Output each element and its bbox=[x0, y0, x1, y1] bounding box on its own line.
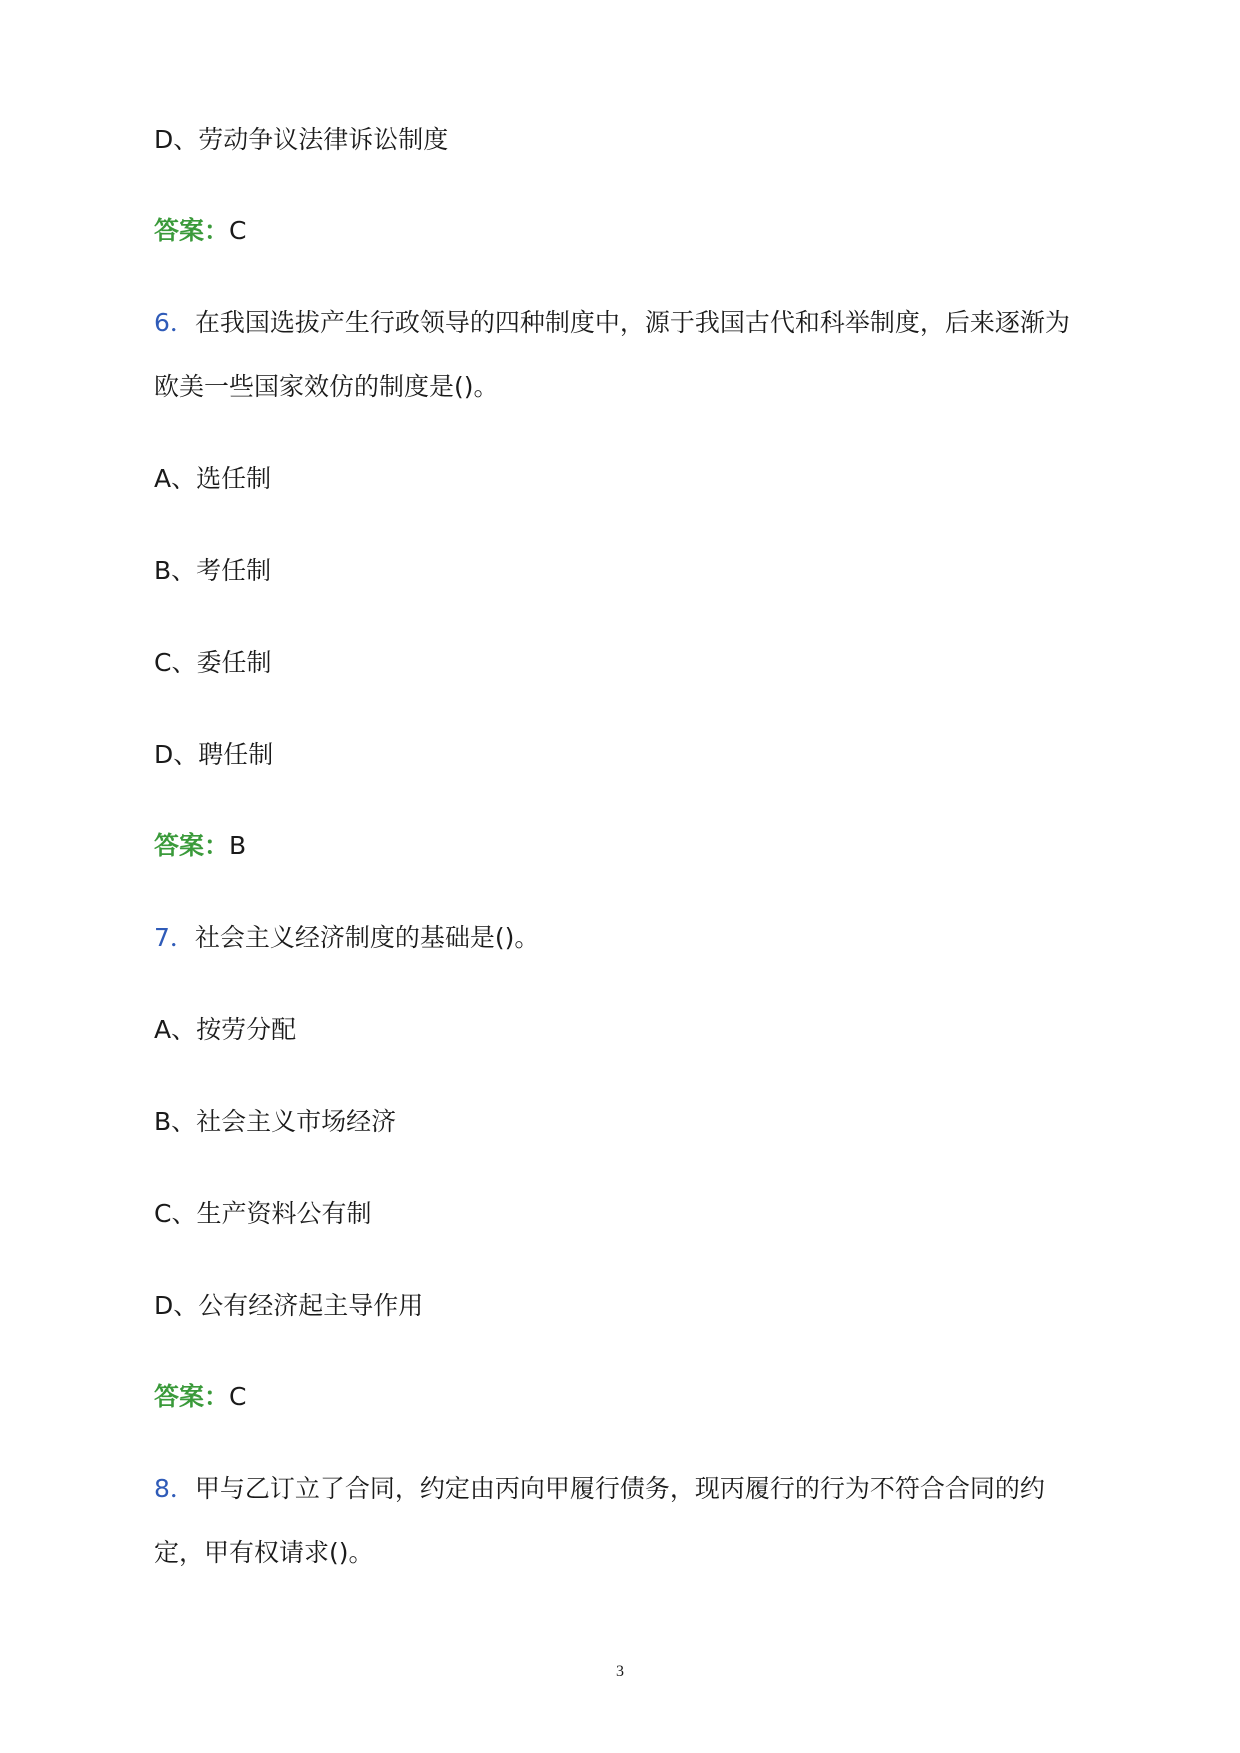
question-8-line-2: 定，甲有权请求()。 bbox=[154, 1538, 374, 1567]
question-number: 8 bbox=[154, 1474, 170, 1503]
question-6-option-d: D、聘任制 bbox=[154, 740, 274, 769]
question-8-line-1 bbox=[154, 1473, 1045, 1505]
question-6-line-2: 欧美一些国家效仿的制度是()。 bbox=[154, 372, 499, 401]
question-6-option-a: A、选任制 bbox=[154, 464, 272, 493]
answer-value: C bbox=[229, 1382, 247, 1411]
question-6-line-1 bbox=[154, 307, 1070, 339]
prev-answer bbox=[154, 215, 246, 247]
question-separator: ． bbox=[169, 1474, 195, 1503]
question-text: 甲与乙订立了合同，约定由丙向甲履行债务，现丙履行的行为不符合合同的约 bbox=[194, 1474, 1045, 1503]
answer-value: C bbox=[229, 216, 247, 245]
question-number: 6 bbox=[154, 308, 170, 337]
question-separator: ． bbox=[169, 923, 195, 952]
question-7-line-1 bbox=[154, 922, 539, 954]
prev-option-d: D、劳动争议法律诉讼制度 bbox=[154, 125, 449, 154]
question-text: 在我国选拔产生行政领导的四种制度中，源于我国古代和科举制度，后来逐渐为 bbox=[194, 308, 1070, 337]
question-6-option-c: C、委任制 bbox=[154, 648, 272, 677]
answer-label: 答案： bbox=[154, 216, 230, 245]
question-7-option-d: D、公有经济起主导作用 bbox=[154, 1291, 424, 1320]
question-6-answer bbox=[154, 830, 246, 862]
question-7-option-a: A、按劳分配 bbox=[154, 1015, 297, 1044]
answer-label: 答案： bbox=[154, 831, 230, 860]
answer-value: B bbox=[229, 831, 247, 860]
question-7-option-b: B、社会主义市场经济 bbox=[154, 1107, 397, 1136]
question-7-answer bbox=[154, 1381, 246, 1413]
question-separator: ． bbox=[169, 308, 195, 337]
question-7-option-c: C、生产资料公有制 bbox=[154, 1199, 372, 1228]
question-number: 7 bbox=[154, 923, 170, 952]
page-number: 3 bbox=[616, 1663, 624, 1680]
question-text: 社会主义经济制度的基础是()。 bbox=[194, 923, 540, 952]
question-6-option-b: B、考任制 bbox=[154, 556, 272, 585]
answer-label: 答案： bbox=[154, 1382, 230, 1411]
